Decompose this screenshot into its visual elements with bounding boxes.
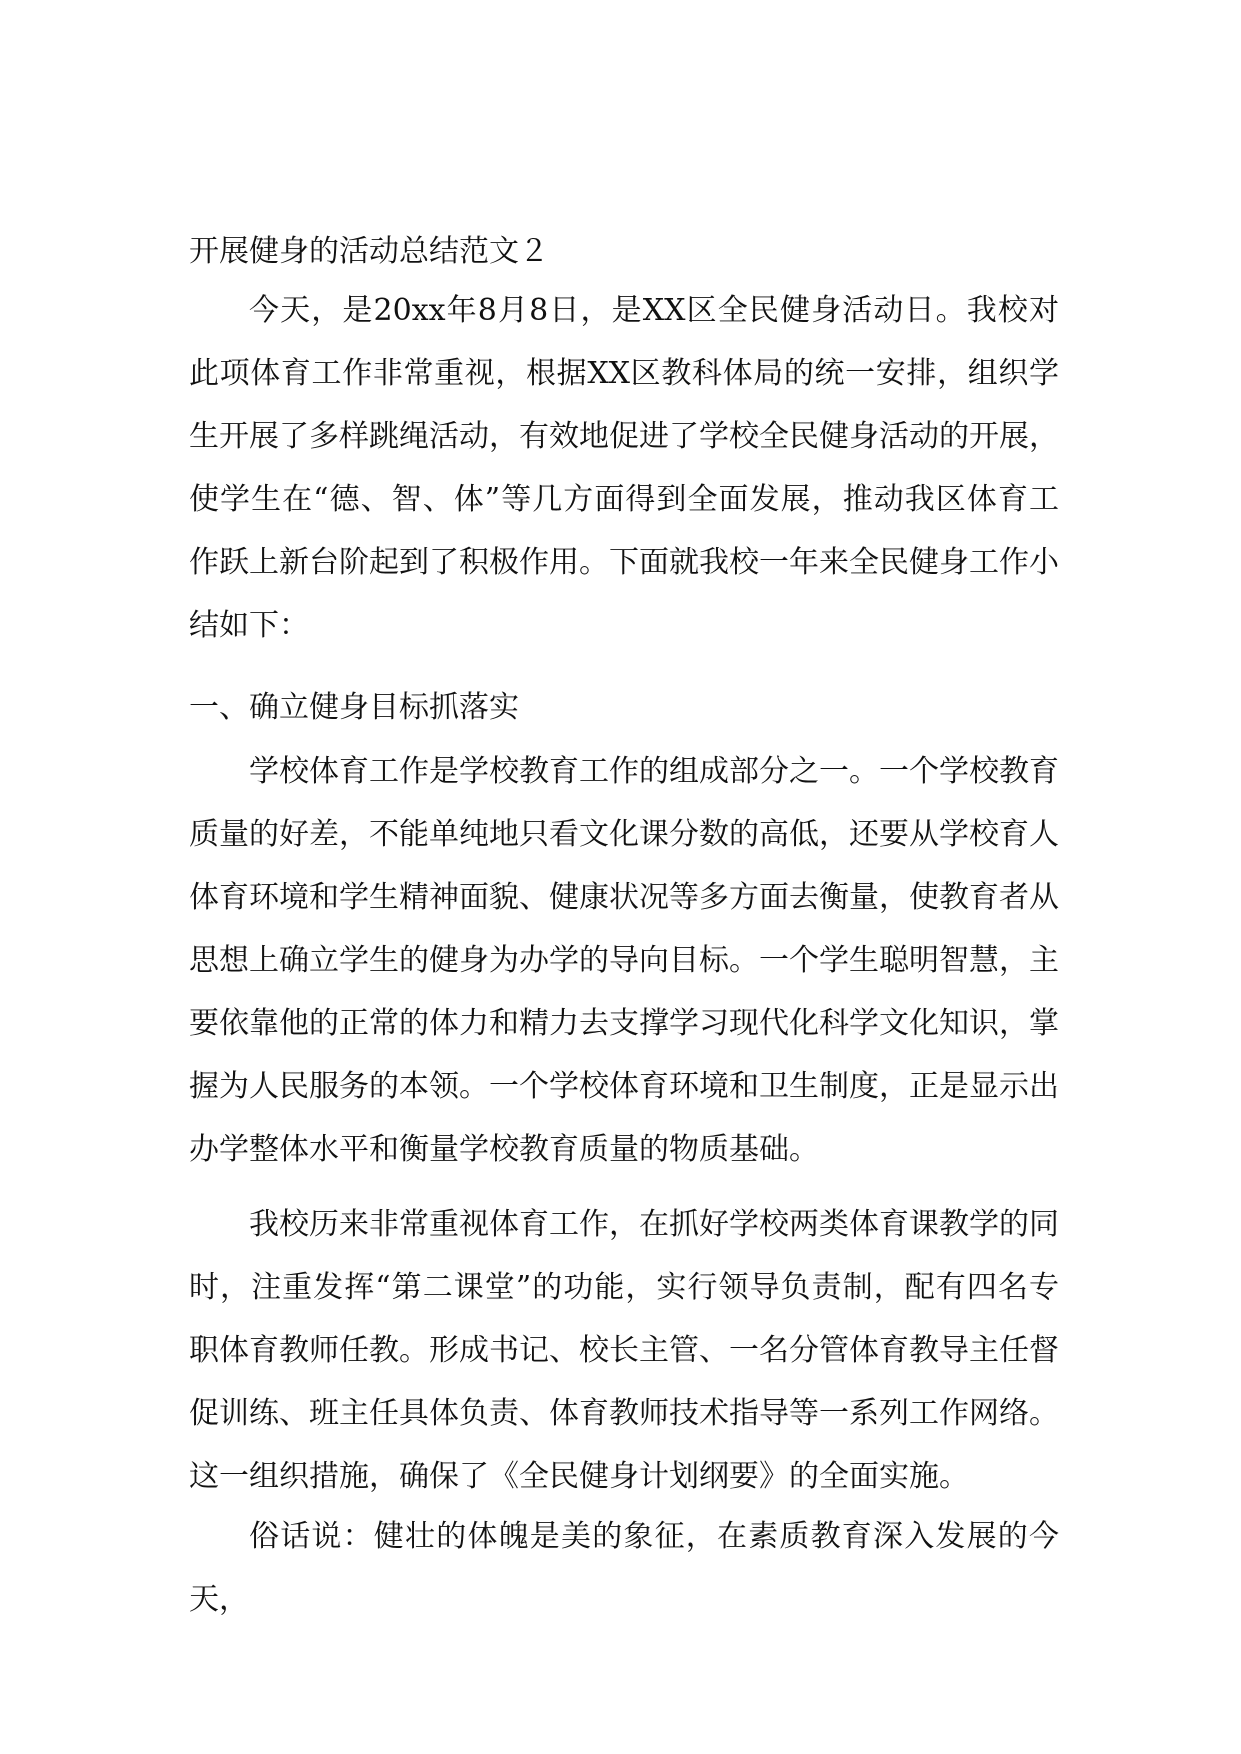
document-title: 开展健身的活动总结范文２ [189,234,549,269]
intro-paragraph: 今天，是20xx年8月8日，是XX区全民健身活动日。我校对此项体育工作非常重视，根据XX区教科体局的统一安排，组织学生开展了多样跳绳活动，有效地促进了学校全民健身活动的开展，使学生在“德、智、体”等几方面得到全面发展，推动我区体育工作跃上新台阶起到了积极作用。下面就我校一年来全民健身工作小结如下： [189,293,1059,643]
body-paragraph: 俗话说：健壮的体魄是美的象征，在素质教育深入发展的今天， [189,1519,1059,1617]
body-paragraph: 我校历来非常重视体育工作，在抓好学校两类体育课教学的同时，注重发挥“第二课堂”的功能，实行领导负责制，配有四名专职体育教师任教。形成书记、校长主管、一名分管体育教导主任督促训练、班主任具体负责、体育教师技术指导等一系列工作网络。这一组织措施，确保了《全民健身计划纲要》的全面实施。 [189,1207,1059,1494]
body-paragraph: 学校体育工作是学校教育工作的组成部分之一。一个学校教育质量的好差，不能单纯地只看文化课分数的高低，还要从学校育人体育环境和学生精神面貌、健康状况等多方面去衡量，使教育者从思想上确立学生的健身为办学的导向目标。一个学生聪明智慧，主要依靠他的正常的体力和精力去支撑学习现代化科学文化知识，掌握为人民服务的本领。一个学校体育环境和卫生制度，正是显示出办学整体水平和衡量学校教育质量的物质基础。 [189,754,1059,1167]
section-heading: 一、确立健身目标抓落实 [189,690,519,725]
